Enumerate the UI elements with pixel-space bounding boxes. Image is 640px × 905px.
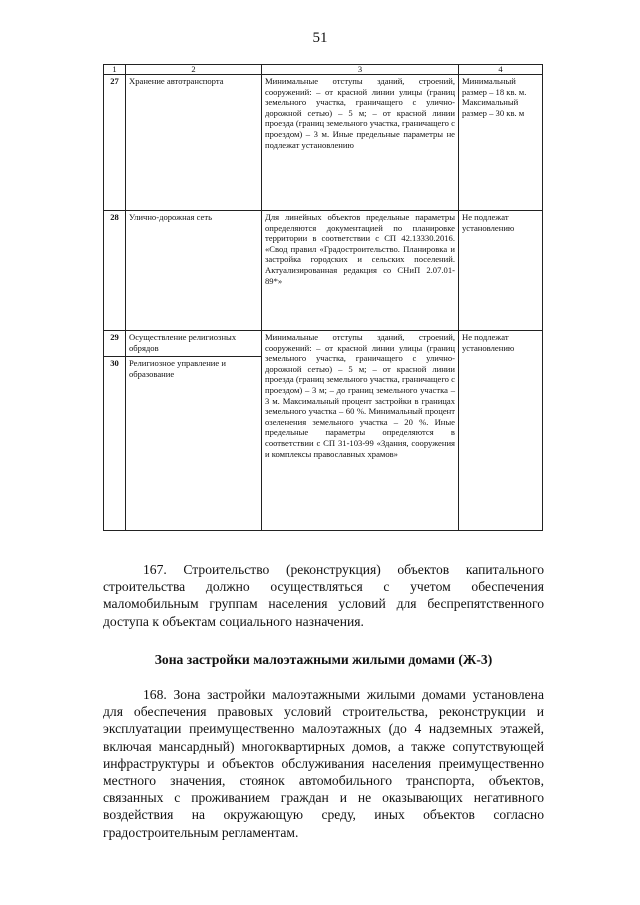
column-header: 2 <box>126 65 262 75</box>
zone-heading: Зона застройки малоэтажными жилыми домами (Ж-3) <box>154 652 493 667</box>
use-type-name: Религиозное управление и образование <box>126 357 262 531</box>
paragraph-167: 167. Строительство (реконструкция) объектов капитального строительства должно осуществляться с учетом обеспечения маломобильным группам населения условий для беспрепятственного доступа к объектам социального назначения. <box>103 562 544 629</box>
table-row <box>104 331 543 357</box>
size-cell: Не подлежат установлению <box>459 331 543 531</box>
size-cell: Минимальный размер – 18 кв. м. Максимальный размер – 30 кв. м <box>459 75 543 211</box>
size-cell: Не подлежат установлению <box>459 211 543 331</box>
regulations-table <box>103 64 543 531</box>
use-type-name: Хранение автотранспорта <box>126 75 262 211</box>
page-number: 51 <box>312 30 328 46</box>
column-header: 4 <box>459 65 543 75</box>
row-number: 28 <box>104 211 126 331</box>
column-header: 1 <box>104 65 126 75</box>
column-header: 3 <box>262 65 459 75</box>
use-type-name: Осуществление религиозных обрядов <box>126 331 262 357</box>
paragraph-168: 168. Зона застройки малоэтажными жилыми домами установлена для обеспечения правовых условий строительства, реконструкции и эксплуатации преимущественно малоэтажных (до 4 надземных этажей, включая мансардный) многоквартирных домов, а также сопутствующей инфраструктуры и объектов обслуживания населения преимущественно местного значения, стоянок автомобильного транспорта, объектов, связанных с проживанием граждан и не оказывающих негативного воздействия на окружающую среду, иных объектов согласно градостроительным регламентам. <box>103 687 544 840</box>
table-header-row <box>104 65 543 75</box>
parameters-cell: Минимальные отступы зданий, строений, сооружений: – от красной линии улицы (границ земельного участка, граничащего с улично-дорожной сетью) – 5 м; – от красной линии проезда (границ земельного участка, граничащего с проездом) – 3 м. Иные предельные параметры не подлежат установлению <box>262 75 459 211</box>
parameters-cell: Минимальные отступы зданий, строений, сооружений: – от красной линии улицы (границ земельного участка, граничащего с улично-дорожной сетью) – 5 м; – от красной линии проезда (границ земельного участка, граничащего с проездом) – 3 м; – до границ земельного участка – 3 м. Максимальный процент застройки в границах земельного участка – 60 %. Минимальный процент озеленения земельного участка – 20 %. Иные предельные параметры определяются в соответствии с СП 31-103-99 «Здания, сооружения и комплексы православных храмов» <box>262 331 459 531</box>
row-number: 29 <box>104 331 126 357</box>
table-row <box>104 211 543 331</box>
use-type-name: Улично-дорожная сеть <box>126 211 262 331</box>
table-row <box>104 75 543 211</box>
row-number: 30 <box>104 357 126 531</box>
row-number: 27 <box>104 75 126 211</box>
parameters-cell: Для линейных объектов предельные параметры определяются документацией по планировке территории в соответствии с СП 42.13330.2016. «Свод правил «Градостроительство. Планировка и застройка городских и сельских поселений. Актуализированная редакция со СНиП 2.07.01-89*» <box>262 211 459 331</box>
